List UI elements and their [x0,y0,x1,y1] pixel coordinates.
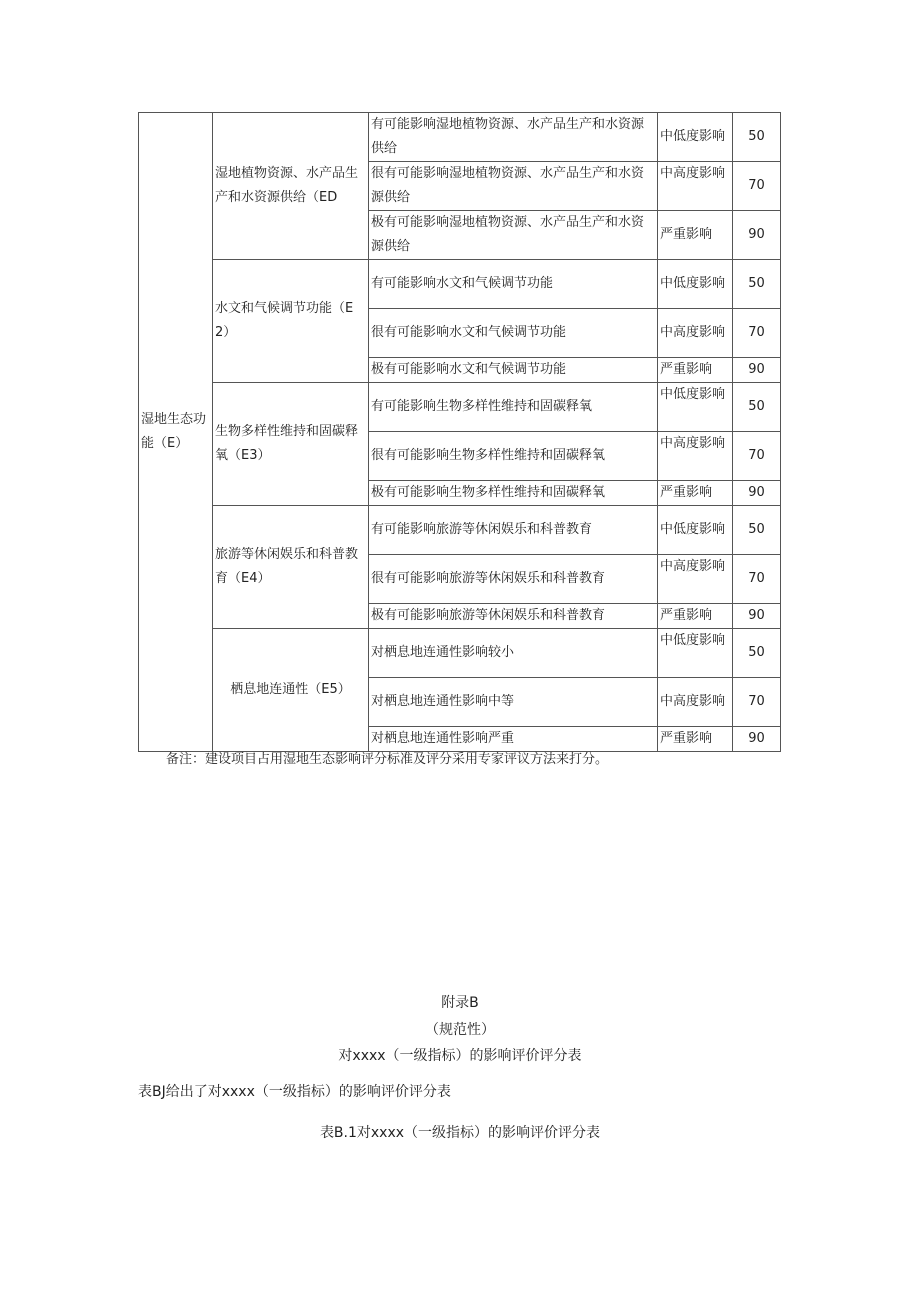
desc-cell: 极有可能影响生物多样性维持和固碳释氧 [369,481,658,506]
score-cell: 70 [733,432,781,481]
appendix-subtitle: 对xxxx（一级指标）的影响评价评分表 [338,1048,582,1064]
group-name: 生物多样性维持和固碳释氧（E3） [215,424,359,463]
appendix-title: 附录B [441,995,479,1011]
level-cell: 严重影响 [658,727,733,752]
desc-cell: 很有可能影响湿地植物资源、水产品生产和水资源供给 [369,162,658,211]
desc-cell: 有可能影响水文和气候调节功能 [369,260,658,309]
desc-cell: 很有可能影响水文和气候调节功能 [369,309,658,358]
score-cell: 70 [733,555,781,604]
score-cell: 90 [733,604,781,629]
score-cell: 50 [733,260,781,309]
level-cell: 严重影响 [658,481,733,506]
level-cell: 严重影响 [658,211,733,260]
score-cell: 70 [733,309,781,358]
group-name-cell [213,383,369,506]
group-name: 湿地植物资源、水产品生产和水资源供给（ED [215,166,359,205]
level-cell: 中高度影响 [658,162,733,211]
level1-label: 湿地生态功能（E） [141,412,207,451]
level-cell: 中低度影响 [658,506,733,555]
group-name-cell [213,629,369,752]
desc-cell: 很有可能影响生物多样性维持和固碳释氧 [369,432,658,481]
score-cell: 70 [733,678,781,727]
table-note: 备注：建设项目占用湿地生态影响评分标准及评分采用专家评议方法来打分。 [166,752,609,767]
desc-cell: 对栖息地连通性影响严重 [369,727,658,752]
level-cell: 中高度影响 [658,678,733,727]
score-table [138,112,781,752]
score-cell: 90 [733,481,781,506]
group-name: 旅游等休闲娱乐和科普教育（E4） [215,547,359,586]
desc-cell: 有可能影响旅游等休闲娱乐和科普教育 [369,506,658,555]
desc-cell: 极有可能影响旅游等休闲娱乐和科普教育 [369,604,658,629]
desc-cell: 对栖息地连通性影响中等 [369,678,658,727]
level-cell: 中低度影响 [658,260,733,309]
level-cell: 中低度影响 [658,629,733,678]
desc-cell: 有可能影响湿地植物资源、水产品生产和水资源供给 [369,113,658,162]
table-caption: 表B.1对xxxx（一级指标）的影响评价评分表 [319,1125,601,1141]
desc-cell: 很有可能影响旅游等休闲娱乐和科普教育 [369,555,658,604]
score-cell: 90 [733,727,781,752]
score-cell: 50 [733,383,781,432]
score-cell: 50 [733,629,781,678]
appendix-intro: 表BJ给出了对xxxx（一级指标）的影响评价评分表 [138,1084,451,1100]
level-cell: 中高度影响 [658,309,733,358]
group-name-cell [213,260,369,383]
level1-cell [139,113,213,752]
group-name-cell [213,113,369,260]
level-cell: 严重影响 [658,604,733,629]
group-name-cell [213,506,369,629]
score-cell: 50 [733,506,781,555]
level-cell: 严重影响 [658,358,733,383]
level-cell: 中低度影响 [658,383,733,432]
group-name: 水文和气候调节功能（E2） [215,301,354,340]
level-cell: 中低度影响 [658,113,733,162]
appendix-type: （规范性） [425,1022,495,1038]
score-cell: 90 [733,211,781,260]
group-name: 栖息地连通性（E5） [230,682,351,697]
level-cell: 中高度影响 [658,432,733,481]
score-cell: 70 [733,162,781,211]
desc-cell: 极有可能影响水文和气候调节功能 [369,358,658,383]
desc-cell: 有可能影响生物多样性维持和固碳释氧 [369,383,658,432]
desc-cell: 对栖息地连通性影响较小 [369,629,658,678]
score-cell: 50 [733,113,781,162]
score-cell: 90 [733,358,781,383]
desc-cell: 极有可能影响湿地植物资源、水产品生产和水资源供给 [369,211,658,260]
level-cell: 中高度影响 [658,555,733,604]
